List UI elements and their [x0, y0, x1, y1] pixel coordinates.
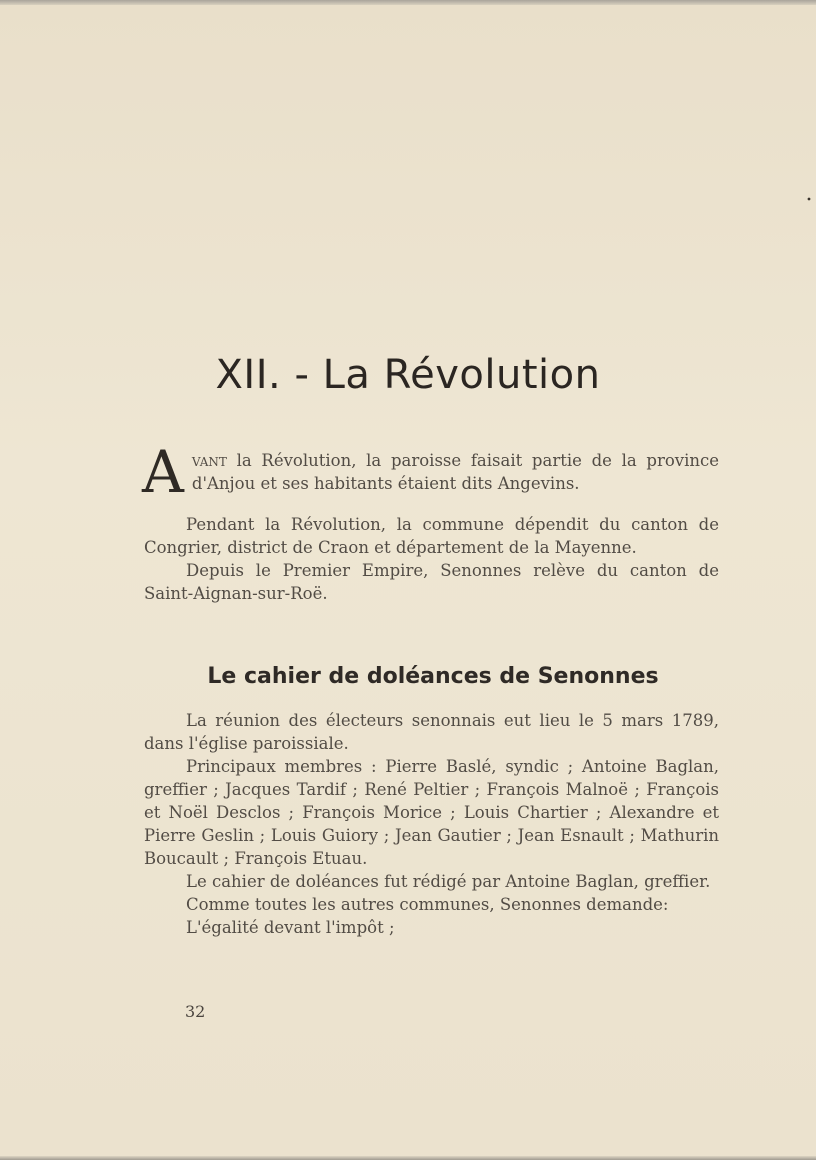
page-bottom-edge [0, 1156, 816, 1160]
paragraph-group-a [144, 513, 719, 605]
paragraph-members: Principaux membres : Pierre Baslé, syndic ; Antoine Baglan, greffier ; Jacques Tardif ; René Peltier ; François Malnoë ; François et Noël Desclos ; François Morice ; Louis Chartier ; Alexandre et Pierre Geslin ; Louis Guiory ; Jean Gautier ; Jean Esnault ; Mathurin Boucault ; François Etuau. [144, 757, 719, 868]
paragraph-author: Le cahier de doléances fut rédigé par Antoine Baglan, greffier. [186, 872, 711, 891]
ink-speck-icon [806, 196, 812, 202]
intro-smallcaps: vant [191, 451, 227, 470]
drop-cap: A [142, 438, 184, 506]
intro-text: la Révolution, la paroisse faisait partie de la province d'Anjou et ses habitants étaient dits Angevins. [191, 451, 719, 493]
section-title: Le cahier de doléances de Senonnes [207, 664, 659, 689]
page-top-edge [0, 0, 816, 5]
page-number: 32 [185, 1002, 206, 1021]
paragraph-meeting: La réunion des électeurs senonnais eut lieu le 5 mars 1789, dans l'église paroissiale. [144, 711, 719, 753]
paragraph-canton-empire: Depuis le Premier Empire, Senonnes relève du canton de Saint-Aignan-sur-Roë. [144, 561, 719, 603]
paragraph-group-b [144, 709, 719, 939]
chapter-title: XII. - La Révolution [215, 352, 601, 398]
paragraph-demands: Comme toutes les autres communes, Senonnes demande: [186, 895, 669, 914]
intro-paragraph [142, 438, 719, 506]
paragraph-canton-revolution: Pendant la Révolution, la commune dépendit du canton de Congrier, district de Craon et département de la Mayenne. [144, 515, 719, 557]
paragraph-equality: L'égalité devant l'impôt ; [186, 918, 395, 937]
